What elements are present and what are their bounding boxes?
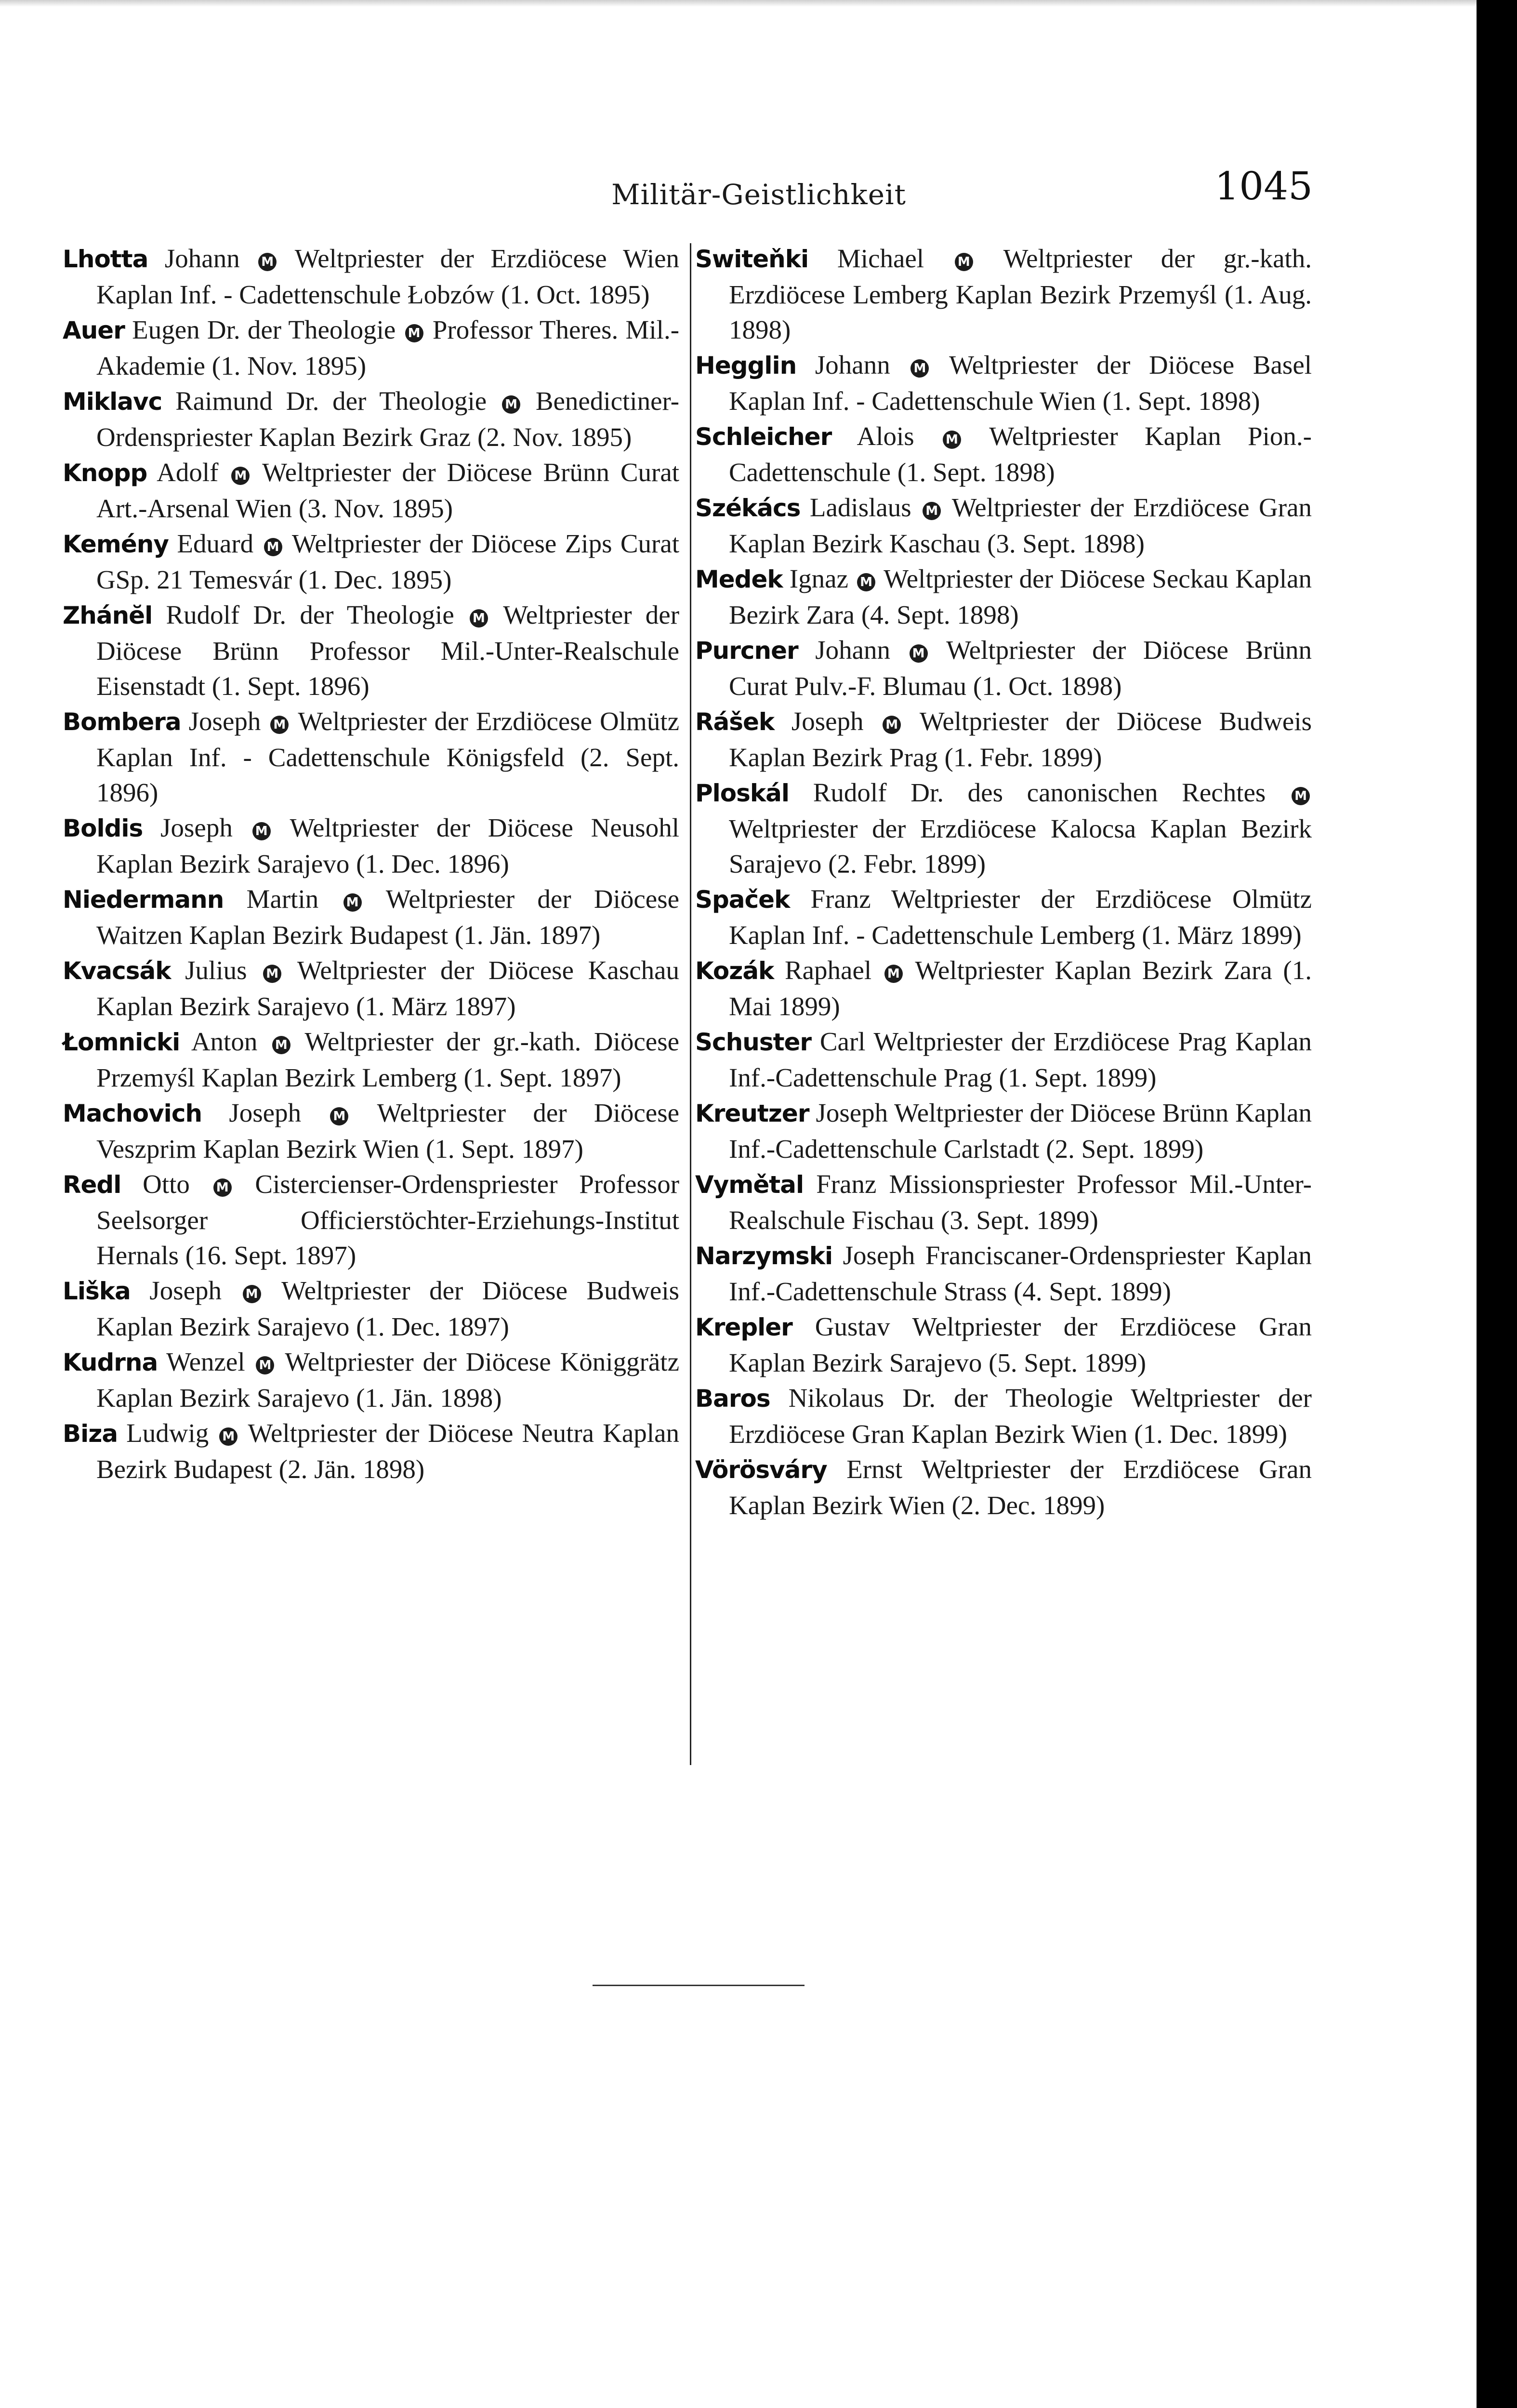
circled-m-icon: M xyxy=(405,324,423,342)
entry-text: Adolf xyxy=(157,458,219,487)
entry-text: Michael xyxy=(837,244,924,273)
entry-text-continued: Weltpriester der gr.-kath. Erzdiöcese Lemberg Kaplan Bezirk Przemyśl (1. Aug. 1898) xyxy=(729,244,1312,344)
entry-text-continued: Weltpriester der Diöcese Brünn Curat Pulv.-F. Blumau (1. Oct. 1898) xyxy=(729,635,1312,701)
register-entry xyxy=(63,597,679,704)
entry-surname: Kvacsák xyxy=(63,957,171,985)
entry-text-continued: Weltpriester der Erzdiöcese Kalocsa Kaplan Bezirk Sarajevo (2. Febr. 1899) xyxy=(729,814,1312,878)
circled-m-icon: M xyxy=(1292,787,1310,805)
circled-m-icon: M xyxy=(272,1036,290,1054)
register-entry xyxy=(695,347,1312,419)
entry-surname: Liška xyxy=(63,1277,131,1305)
register-entry xyxy=(63,312,679,383)
entry-text-continued: Weltpriester der Diöcese Budweis Kaplan Bezirk Prag (1. Febr. 1899) xyxy=(729,707,1312,772)
register-entry xyxy=(695,1166,1312,1238)
entry-surname: Baros xyxy=(695,1385,770,1413)
register-entry xyxy=(695,953,1312,1024)
entry-text-continued: Weltpriester der Diöcese Seckau Kaplan Bezirk Zara (4. Sept. 1898) xyxy=(729,564,1312,629)
register-entry xyxy=(695,490,1312,561)
entry-text: Otto xyxy=(143,1169,190,1199)
entry-text: Joseph xyxy=(188,707,261,736)
circled-m-icon: M xyxy=(923,502,941,520)
entry-surname: Rášek xyxy=(695,708,775,736)
register-entry xyxy=(695,419,1312,490)
entry-surname: Niedermann xyxy=(63,886,224,914)
entry-text-continued: Benedictiner-Ordenspriester Kaplan Bezirk Graz (2. Nov. 1895) xyxy=(96,386,680,452)
entry-text: Wenzel xyxy=(166,1347,245,1376)
entry-text: Franz Weltpriester der Erzdiöcese Olmütz Kaplan Inf. - Cadettenschule Lemberg (1. März 1899) xyxy=(729,884,1312,950)
register-entry xyxy=(63,1095,679,1166)
register-entry xyxy=(63,1415,679,1487)
entry-surname: Schuster xyxy=(695,1028,812,1056)
entry-text: Eugen Dr. der Theologie xyxy=(132,315,396,344)
entry-text: Johann xyxy=(815,635,891,665)
entry-surname: Kemény xyxy=(63,530,169,558)
entry-text: Alois xyxy=(857,421,914,451)
entry-text: Ladislaus xyxy=(809,493,911,522)
entry-surname: Switeňki xyxy=(695,245,809,273)
register-entry xyxy=(695,881,1312,953)
circled-m-icon: M xyxy=(263,965,281,983)
register-entry xyxy=(695,241,1312,347)
entry-text: Ludwig xyxy=(126,1418,209,1448)
left-column xyxy=(63,241,679,1487)
register-entry xyxy=(63,1273,679,1344)
entry-text: Joseph xyxy=(160,813,233,842)
register-entry xyxy=(695,1380,1312,1452)
register-entry xyxy=(695,1309,1312,1380)
entry-text: Raphael xyxy=(784,955,872,985)
entry-surname: Bombera xyxy=(63,708,181,736)
entry-text-continued: Weltpriester der Diöcese Neusohl Kaplan Bezirk Sarajevo (1. Dec. 1896) xyxy=(96,813,679,878)
register-entry xyxy=(695,704,1312,775)
entry-text: Martin xyxy=(246,884,319,914)
entry-text: Joseph xyxy=(791,707,864,736)
circled-m-icon: M xyxy=(502,395,520,414)
entry-surname: Krepler xyxy=(695,1313,792,1341)
circled-m-icon: M xyxy=(270,716,289,734)
entry-surname: Ploskál xyxy=(695,779,790,807)
circled-m-icon: M xyxy=(231,467,250,485)
circled-m-icon: M xyxy=(252,822,271,840)
entry-text: Rudolf Dr. des canonischen Rechtes xyxy=(813,778,1266,807)
entry-text-continued: Weltpriester der Diöcese Brünn Professor Mil.-Unter-Realschule Eisenstadt (1. Sept. 1896) xyxy=(96,600,680,701)
entry-text: Joseph Weltpriester der Diöcese Brünn Kaplan Inf.-Cadettenschule Carlstadt (2. Sept. 1899) xyxy=(729,1098,1312,1164)
register-entry xyxy=(63,241,679,312)
circled-m-icon: M xyxy=(884,965,903,983)
entry-text: Carl Weltpriester der Erzdiöcese Prag Kaplan Inf.-Cadettenschule Prag (1. Sept. 1899) xyxy=(729,1027,1312,1092)
entry-text: Julius xyxy=(185,955,247,985)
entry-text: Ernst Weltpriester der Erzdiöcese Gran Kaplan Bezirk Wien (2. Dec. 1899) xyxy=(729,1454,1312,1520)
page-top-shadow xyxy=(0,0,1517,7)
entry-text-continued: Weltpriester der Erzdiöcese Gran Kaplan Bezirk Kaschau (3. Sept. 1898) xyxy=(729,493,1312,558)
entry-text-continued: Weltpriester der Diöcese Königgrätz Kaplan Bezirk Sarajevo (1. Jän. 1898) xyxy=(96,1347,679,1413)
column-divider xyxy=(690,243,691,1765)
entry-surname: Kozák xyxy=(695,957,774,985)
entry-text: Anton xyxy=(191,1027,258,1056)
entry-surname: Boldis xyxy=(63,814,143,842)
entry-surname: Vörösváry xyxy=(695,1456,827,1484)
entry-surname: Kreutzer xyxy=(695,1099,809,1127)
circled-m-icon: M xyxy=(264,538,282,556)
entry-surname: Székács xyxy=(695,494,801,522)
register-entry xyxy=(695,561,1312,632)
entry-surname: Redl xyxy=(63,1171,121,1199)
register-entry xyxy=(63,526,679,597)
right-column xyxy=(695,241,1312,1523)
entry-surname: Schleicher xyxy=(695,423,832,451)
entry-text: Eduard xyxy=(177,529,254,558)
entry-surname: Zhánĕl xyxy=(63,602,153,629)
entry-text: Johann xyxy=(164,244,240,273)
entry-text-continued: Weltpriester der Diöcese Brünn Curat Art.-Arsenal Wien (3. Nov. 1895) xyxy=(96,458,680,523)
circled-m-icon: M xyxy=(213,1178,232,1197)
entry-text: Raimund Dr. der Theologie xyxy=(175,386,487,416)
register-entry xyxy=(63,1166,679,1273)
entry-text: Johann xyxy=(815,350,890,380)
entry-text-continued: Weltpriester der gr.-kath. Diöcese Przemyśl Kaplan Bezirk Lemberg (1. Sept. 1897) xyxy=(96,1027,680,1092)
entry-surname: Vymětal xyxy=(695,1171,804,1199)
entry-text-continued: Weltpriester der Diöcese Waitzen Kaplan Bezirk Budapest (1. Jän. 1897) xyxy=(96,884,680,950)
circled-m-icon: M xyxy=(470,609,488,628)
entry-surname: Miklavc xyxy=(63,388,162,416)
entry-text-continued: Weltpriester der Diöcese Neutra Kaplan Bezirk Budapest (2. Jän. 1898) xyxy=(96,1418,679,1484)
entry-text-continued: Weltpriester Kaplan Bezirk Zara (1. Mai 1899) xyxy=(729,955,1312,1021)
entry-text-continued: Professor Theres. Mil.-Akademie (1. Nov. 1895) xyxy=(96,315,680,380)
circled-m-icon: M xyxy=(256,1356,274,1374)
entry-surname: Lhotta xyxy=(63,245,148,273)
entry-surname: Kudrna xyxy=(63,1348,158,1376)
entry-text: Rudolf Dr. der Theologie xyxy=(166,600,454,629)
circled-m-icon: M xyxy=(330,1107,348,1125)
page-binding-edge xyxy=(1477,0,1517,2408)
circled-m-icon: M xyxy=(243,1285,261,1303)
running-title: Militär-Geistlichkeit xyxy=(611,178,906,211)
register-entry xyxy=(695,632,1312,704)
entry-surname: Biza xyxy=(63,1420,118,1448)
register-entry xyxy=(63,881,679,953)
entry-surname: Auer xyxy=(63,316,125,344)
entry-text: Joseph Franciscaner-Ordenspriester Kaplan Inf.-Cadettenschule Strass (4. Sept. 1899) xyxy=(729,1241,1312,1306)
entry-text-continued: Weltpriester der Erzdiöcese Wien Kaplan Inf. - Cadettenschule Łobzów (1. Oct. 1895) xyxy=(96,244,680,309)
register-entry xyxy=(695,775,1312,881)
closing-rule xyxy=(593,1985,805,1986)
entry-text-continued: Weltpriester Kaplan Pion.-Cadettenschule (1. Sept. 1898) xyxy=(729,421,1312,487)
entry-surname: Machovich xyxy=(63,1099,202,1127)
page-number: 1045 xyxy=(1214,164,1313,209)
register-entry xyxy=(63,810,679,881)
register-entry xyxy=(63,383,679,455)
circled-m-icon: M xyxy=(943,431,961,449)
register-entry xyxy=(695,1095,1312,1166)
entry-text: Gustav Weltpriester der Erzdiöcese Gran Kaplan Bezirk Sarajevo (5. Sept. 1899) xyxy=(729,1312,1312,1377)
entry-text: Joseph xyxy=(149,1276,222,1305)
circled-m-icon: M xyxy=(258,253,277,271)
register-entry xyxy=(63,1024,679,1095)
entry-text: Ignaz xyxy=(789,564,848,593)
entry-text: Nikolaus Dr. der Theologie Weltpriester der Erzdiöcese Gran Kaplan Bezirk Wien (1. Dec. 1899) xyxy=(729,1383,1312,1449)
register-entry xyxy=(63,455,679,526)
entry-surname: Łomnicki xyxy=(63,1028,180,1056)
circled-m-icon: M xyxy=(910,359,929,378)
entry-text-continued: Weltpriester der Diöcese Kaschau Kaplan Bezirk Sarajevo (1. März 1897) xyxy=(96,955,680,1021)
entry-text-continued: Weltpriester der Diöcese Zips Curat GSp. 21 Temesvár (1. Dec. 1895) xyxy=(96,529,680,594)
entry-surname: Narzymski xyxy=(695,1242,833,1270)
entry-surname: Medek xyxy=(695,565,783,593)
circled-m-icon: M xyxy=(910,644,928,663)
circled-m-icon: M xyxy=(219,1427,237,1446)
circled-m-icon: M xyxy=(343,893,362,912)
register-entry xyxy=(63,704,679,810)
entry-text: Joseph xyxy=(229,1098,302,1127)
entry-text-continued: Weltpriester der Diöcese Veszprim Kaplan Bezirk Wien (1. Sept. 1897) xyxy=(96,1098,680,1164)
entry-surname: Purcner xyxy=(695,637,798,665)
register-entry xyxy=(63,953,679,1024)
entry-text-continued: Weltpriester der Diöcese Budweis Kaplan Bezirk Sarajevo (1. Dec. 1897) xyxy=(96,1276,680,1341)
circled-m-icon: M xyxy=(955,253,973,271)
entry-surname: Hegglin xyxy=(695,352,797,380)
entry-text: Franz Missionspriester Professor Mil.-Unter-Realschule Fischau (3. Sept. 1899) xyxy=(729,1169,1312,1235)
register-entry xyxy=(63,1344,679,1415)
entry-surname: Knopp xyxy=(63,459,147,487)
circled-m-icon: M xyxy=(857,573,875,591)
entry-surname: Spaček xyxy=(695,886,790,914)
register-entry xyxy=(695,1238,1312,1309)
circled-m-icon: M xyxy=(883,716,901,734)
register-entry xyxy=(695,1452,1312,1523)
register-entry xyxy=(695,1024,1312,1095)
entry-text-continued: Cistercienser-Ordenspriester Professor Seelsorger Officierstöchter-Erziehungs-Institut Hernals (16. Sept. 1897) xyxy=(96,1169,680,1270)
entry-text-continued: Weltpriester der Diöcese Basel Kaplan Inf. - Cadettenschule Wien (1. Sept. 1898) xyxy=(729,350,1312,416)
entry-text-continued: Weltpriester der Erzdiöcese Olmütz Kaplan Inf. - Cadettenschule Königsfeld (2. Sept. 1896) xyxy=(96,707,680,807)
